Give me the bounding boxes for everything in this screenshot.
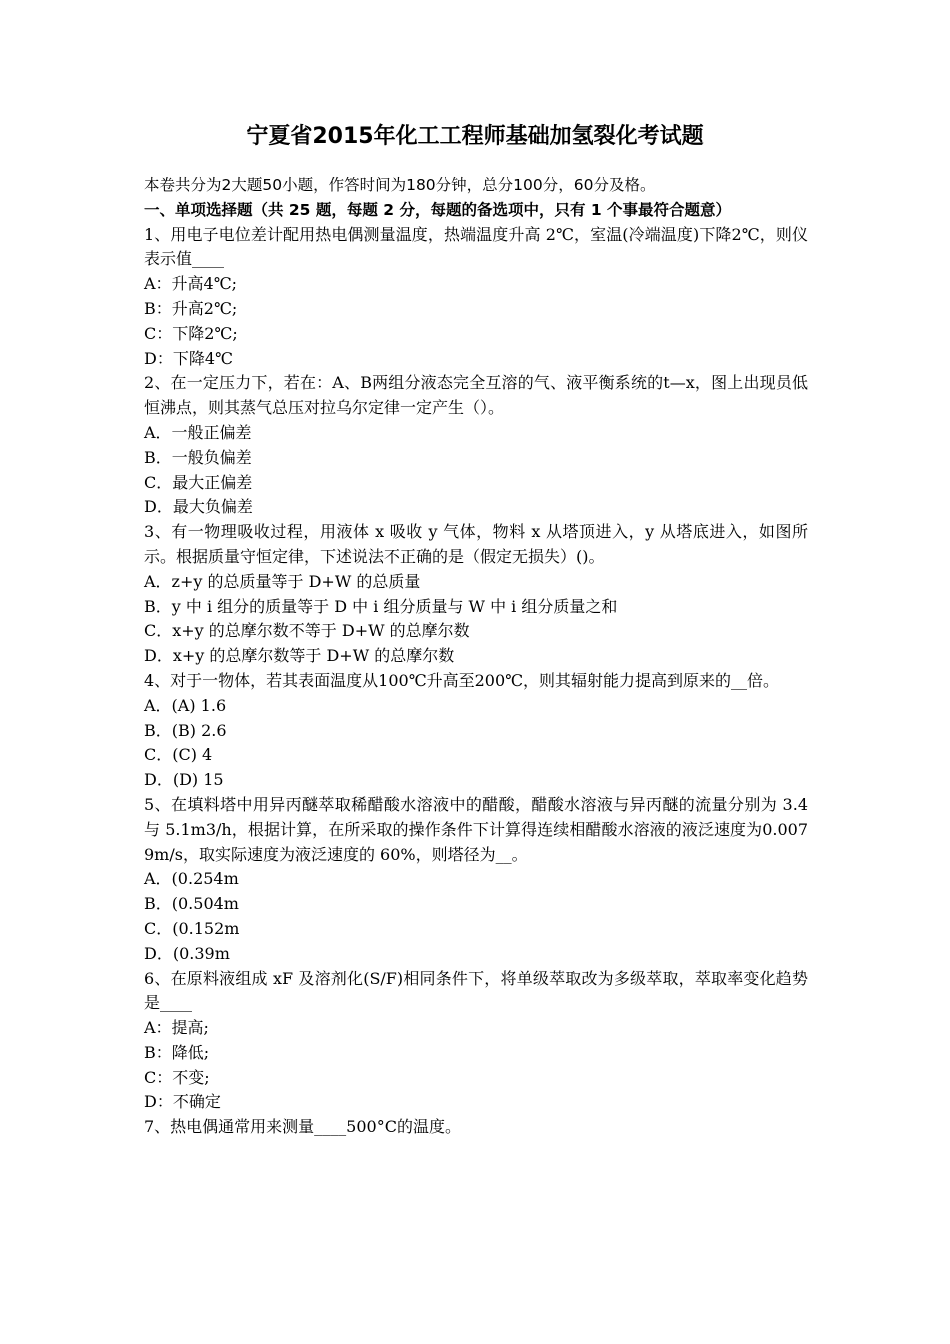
- question-1: [144, 223, 808, 372]
- question-2: [144, 371, 808, 520]
- option-a: A．z+y 的总质量等于 D+W 的总质量: [144, 571, 421, 591]
- option-c: C．最大正偏差: [144, 472, 253, 492]
- option-a: A．(A) 1.6: [144, 695, 227, 715]
- option-a: A：提高;: [144, 1018, 209, 1038]
- question-stem: 3、有一物理吸收过程，用液体 x 吸收 y 气体，物料 x 从塔顶进入，y 从塔底进入，如图所示。根据质量守恒定律，下述说法不正确的是（假定无损失）()。: [144, 522, 808, 566]
- option-b: B：降低;: [144, 1042, 210, 1062]
- document-body: [144, 173, 808, 1140]
- question-7: [144, 1115, 808, 1140]
- question-5: [144, 793, 808, 967]
- section-heading: 一、单项选择题（共 25 题，每题 2 分，每题的备选项中，只有 1 个事最符合题意）: [144, 200, 732, 219]
- option-a: A．(0.254m: [144, 869, 239, 889]
- option-d: D：不确定: [144, 1092, 221, 1112]
- option-c: C．x+y 的总摩尔数不等于 D+W 的总摩尔数: [144, 621, 470, 641]
- option-b: B．(0.504m: [144, 894, 239, 914]
- option-b: B．y 中 i 组分的质量等于 D 中 i 组分质量与 W 中 i 组分质量之和: [144, 596, 618, 616]
- option-d: D：下降4℃: [144, 348, 233, 368]
- option-b: B．一般负偏差: [144, 447, 252, 467]
- question-6: [144, 967, 808, 1116]
- question-stem: 7、热电偶通常用来测量____500°C的温度。: [144, 1117, 461, 1137]
- question-stem: 4、对于一物体，若其表面温度从100℃升高至200℃，则其辐射能力提高到原来的__倍。: [144, 670, 780, 690]
- option-b: B．(B) 2.6: [144, 720, 227, 740]
- question-stem: 1、用电子电位差计配用热电偶测量温度，热端温度升高 2℃，室温(冷端温度)下降2℃，则仪表示值____: [144, 224, 808, 269]
- option-d: D．(D) 15: [144, 770, 224, 790]
- question-stem: 5、在填料塔中用异丙醚萃取稀醋酸水溶液中的醋酸，醋酸水溶液与异丙醚的流量分别为 3.4 与 5.1m3/h，根据计算，在所采取的操作条件下计算得连续相醋酸水溶液的液泛速度为0.007 9m/s，取实际速度为液泛速度的 60%，则塔径为__。: [144, 794, 808, 864]
- option-a: A：升高4℃;: [144, 274, 238, 294]
- option-c: C：不变;: [144, 1067, 210, 1087]
- question-stem: 2、在一定压力下，若在：A、B两组分液态完全互溶的气、液平衡系统的t—x，图上出现员低恒沸点，则其蒸气总压对拉乌尔定律一定产生（）。: [144, 373, 808, 418]
- option-b: B：升高2℃;: [144, 298, 238, 318]
- option-d: D．(0.39m: [144, 943, 230, 963]
- option-d: D．最大负偏差: [144, 497, 253, 517]
- option-c: C：下降2℃;: [144, 323, 238, 343]
- option-a: A．一般正偏差: [144, 422, 252, 442]
- option-d: D．x+y 的总摩尔数等于 D+W 的总摩尔数: [144, 646, 455, 666]
- question-stem: 6、在原料液组成 xF 及溶剂化(S/F)相同条件下，将单级萃取改为多级萃取，萃取率变化趋势是____: [144, 968, 808, 1013]
- document-title: 宁夏省2015年化工工程师基础加氢裂化考试题: [246, 124, 704, 149]
- question-4: [144, 669, 808, 793]
- option-c: C．(C) 4: [144, 745, 213, 765]
- question-3: [144, 520, 808, 669]
- exam-intro: 本卷共分为2大题50小题，作答时间为180分钟，总分100分，60分及格。: [144, 176, 656, 194]
- option-c: C．(0.152m: [144, 918, 240, 938]
